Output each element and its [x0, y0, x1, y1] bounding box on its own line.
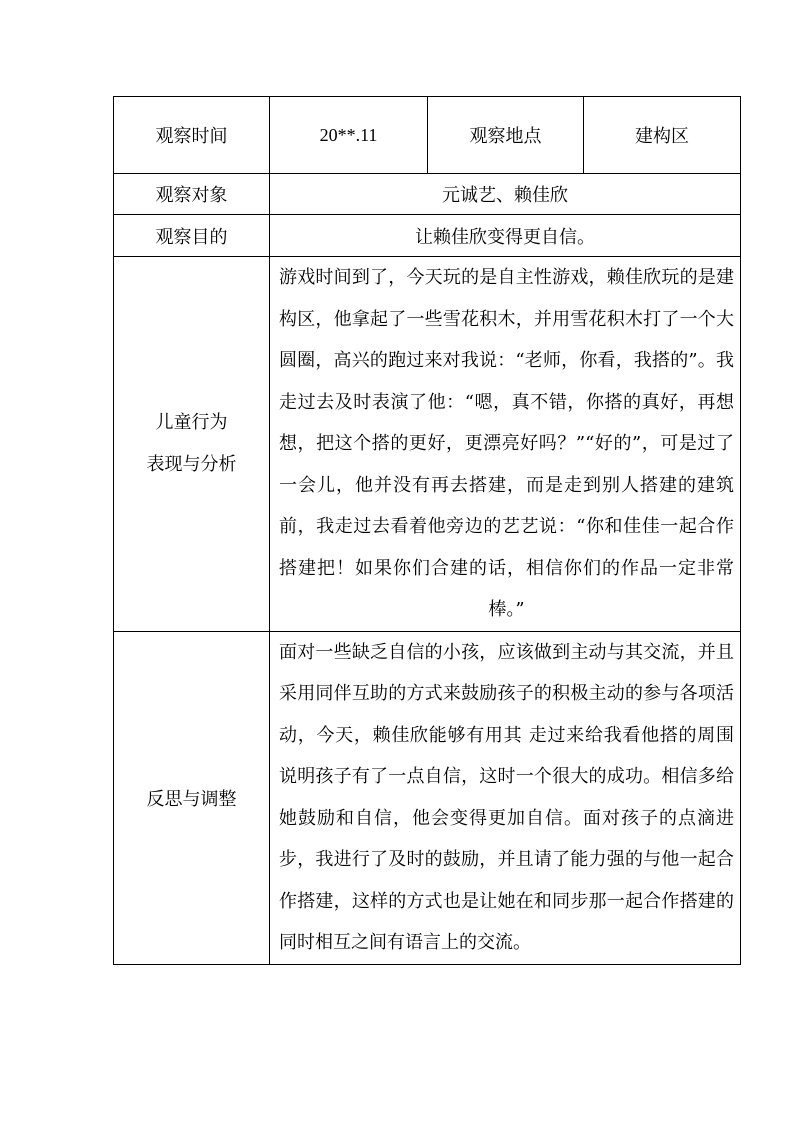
reflect-label: 反思与调整: [114, 631, 270, 964]
time-value: 20**.11: [270, 97, 428, 174]
row-purpose: [114, 215, 741, 257]
behavior-cell: [270, 257, 741, 632]
row-reflection: [114, 631, 741, 964]
behavior-label-line2: 表现与分析: [146, 453, 237, 475]
behavior-text: 游戏时间到了，今天玩的是自主性游戏，赖佳欣玩的是建构区，他拿起了一些雪花积木，并用雪花积木打了一个大圆圈，高兴的跑过来对我说：“老师，你看，我搭的”。我走过去及时表演了他：“嗯，真不错，你搭的真好，再想想，把这个搭的更好，更漂亮好吗？”“好的”，可是过了一会儿，他并没有再去搭建，而是走到别人搭建的建筑前，我走过去看着他旁边的艺艺说：“你和佳佳一起合作搭建把！如果你们合建的话，相信你们的作品一定非常棒。”: [279, 267, 734, 620]
behavior-label-line1: 儿童行为: [155, 411, 228, 433]
reflect-cell: [270, 631, 741, 964]
target-label: 观察对象: [114, 174, 270, 215]
row-target: [114, 174, 741, 215]
target-value: 元诚艺、赖佳欣: [270, 174, 741, 215]
row-behavior: [114, 257, 741, 632]
row-time-location: [114, 97, 741, 174]
location-label: 观察地点: [428, 97, 584, 174]
purpose-label: 观察目的: [114, 215, 270, 257]
behavior-label: [114, 257, 270, 632]
purpose-value: 让赖佳欣变得更自信。: [270, 215, 741, 257]
reflect-text: 面对一些缺乏自信的小孩，应该做到主动与其交流，并且采用同伴互助的方式来鼓励孩子的积极主动的参与各项活动，今天，赖佳欣能够有用其 走过来给我看他搭的周围说明孩子有了一点自信，这时一个很大的成功。相信多给她鼓励和自信，他会变得更加自信。面对孩子的点滴进步，我进行了及时的鼓励，并且请了能力强的与他一起合作搭建，这样的方式也是让她在和同步那一起合作搭建的同时相互之间有语言上的交流。: [279, 641, 734, 953]
location-value: 建构区: [584, 97, 741, 174]
observation-table: [113, 96, 741, 965]
time-label: 观察时间: [114, 97, 270, 174]
